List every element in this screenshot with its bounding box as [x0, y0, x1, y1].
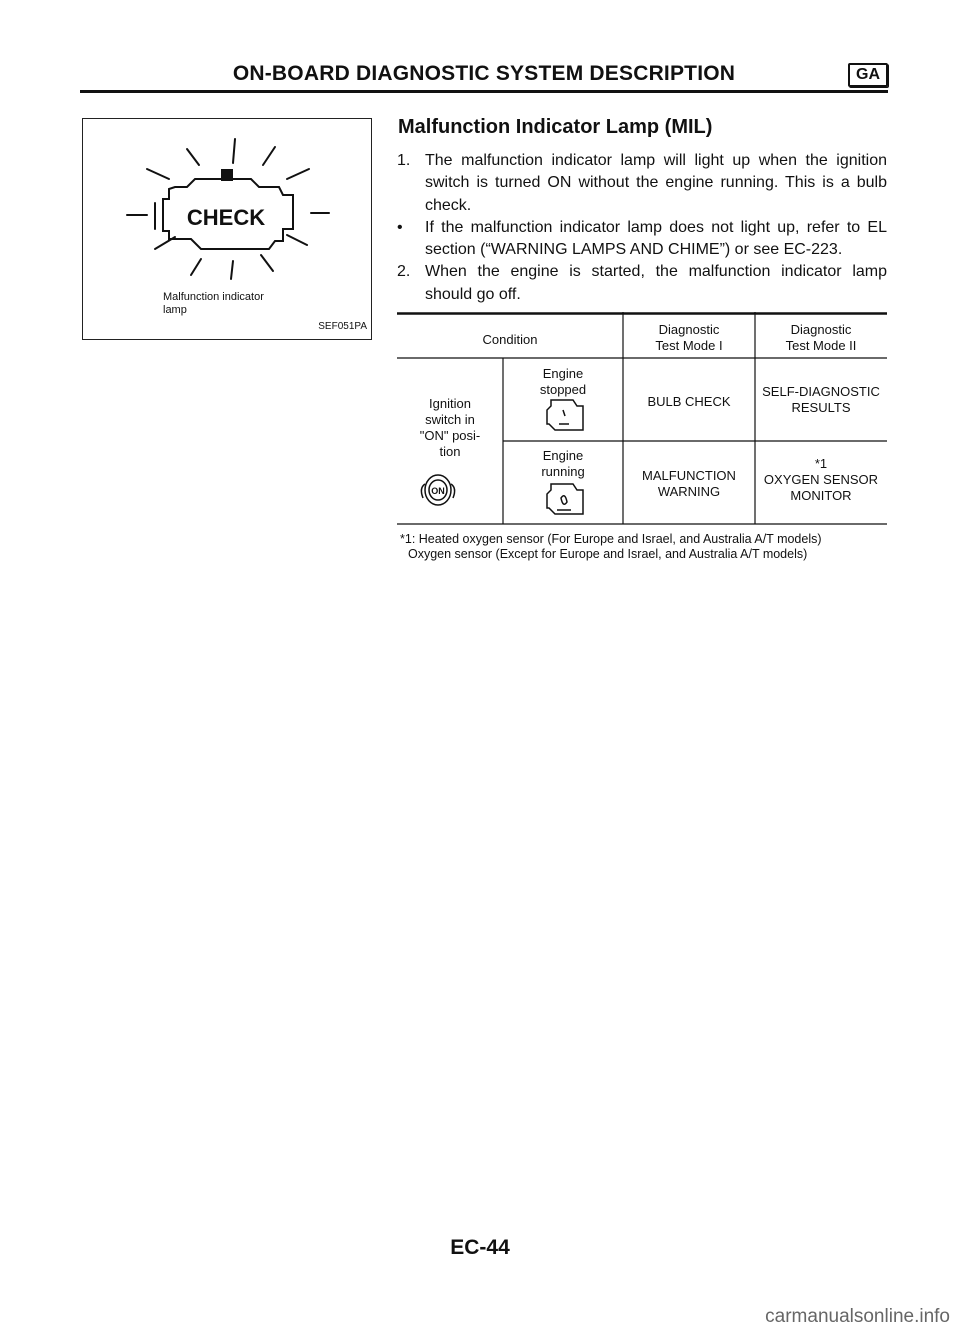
- ignition-line: "ON" posi-: [419, 428, 481, 443]
- header-mode1: [623, 322, 755, 354]
- header-mode2-line: Test Mode II: [785, 338, 857, 353]
- ignition-line: tion: [439, 444, 461, 459]
- mode2-line: OXYGEN SENSOR: [763, 472, 879, 487]
- ignition-on-icon: [421, 475, 454, 505]
- footnote: [400, 532, 822, 562]
- list-marker: 2.: [397, 263, 411, 281]
- mode1-line: WARNING: [657, 484, 721, 499]
- list-text: When the engine is started, the malfunction indicator lamp should go off.: [425, 263, 887, 303]
- list-item: [397, 261, 887, 306]
- footnote-line: *1: Heated oxygen sensor (For Europe and Israel, and Australia A/T models): [400, 532, 822, 546]
- list-text: The malfunction indicator lamp will light up when the ignition switch is turned ON without the engine running. This is a bulb check.: [425, 152, 887, 214]
- list-marker: 1.: [397, 152, 411, 169]
- page-number: EC-44: [450, 1236, 510, 1259]
- mil-figure: [82, 118, 372, 340]
- list-item: [397, 217, 887, 262]
- state-line: running: [541, 464, 585, 479]
- body-text: [397, 150, 887, 306]
- ignition-line: Ignition: [429, 396, 471, 411]
- mode2-line: SELF-DIAGNOSTIC: [762, 384, 880, 399]
- watermark: carmanualsonline.info: [765, 1306, 950, 1327]
- engine-stopped-label: [503, 366, 623, 398]
- ignition-condition: [397, 396, 503, 460]
- caption-line: Malfunction indicator: [163, 291, 264, 303]
- engine-stopped-icon: [547, 400, 583, 430]
- engine-running-icon: [547, 484, 583, 514]
- mode2-line: *1: [814, 456, 828, 471]
- bulb-check-cell: BULB CHECK: [647, 394, 731, 409]
- mode2-line: RESULTS: [791, 400, 851, 415]
- malfunction-warning-cell: [623, 468, 755, 500]
- section-heading: Malfunction Indicator Lamp (MIL): [398, 116, 713, 138]
- mode2-line: MONITOR: [790, 488, 852, 503]
- oxygen-sensor-cell: [755, 456, 887, 504]
- ignition-icon-text: ON: [431, 486, 445, 496]
- mode1-line: MALFUNCTION: [642, 468, 736, 483]
- header-mode1-line: Diagnostic: [658, 322, 720, 337]
- page-header: [80, 62, 888, 90]
- diagnostic-table: [397, 312, 887, 526]
- lamp-text: CHECK: [186, 205, 266, 230]
- list-text: If the malfunction indicator lamp does not light up, refer to EL section (“WARNING LAMPS AND CHIME”) or see EC-223.: [425, 218, 887, 259]
- header-mode2-line: Diagnostic: [790, 322, 852, 337]
- list-item: [397, 150, 887, 217]
- bullet-marker: •: [397, 218, 403, 236]
- caption-line: lamp: [163, 304, 187, 316]
- header-mode2: [755, 322, 887, 354]
- self-diagnostic-cell: [755, 384, 887, 416]
- header-rule: [80, 90, 888, 93]
- figure-caption: [163, 291, 323, 317]
- header-mode1-line: Test Mode I: [655, 338, 723, 353]
- ignition-line: switch in: [425, 412, 475, 427]
- figure-code: SEF051PA: [318, 321, 367, 332]
- footnote-line: Oxygen sensor (Except for Europe and Israel, and Australia A/T models): [408, 547, 808, 561]
- section-badge: GA: [848, 63, 888, 87]
- state-line: Engine: [542, 448, 584, 463]
- header-condition: Condition: [482, 332, 538, 347]
- state-line: stopped: [539, 382, 587, 397]
- page-title: ON-BOARD DIAGNOSTIC SYSTEM DESCRIPTION: [232, 62, 736, 85]
- state-line: Engine: [542, 366, 584, 381]
- engine-running-label: [503, 448, 623, 480]
